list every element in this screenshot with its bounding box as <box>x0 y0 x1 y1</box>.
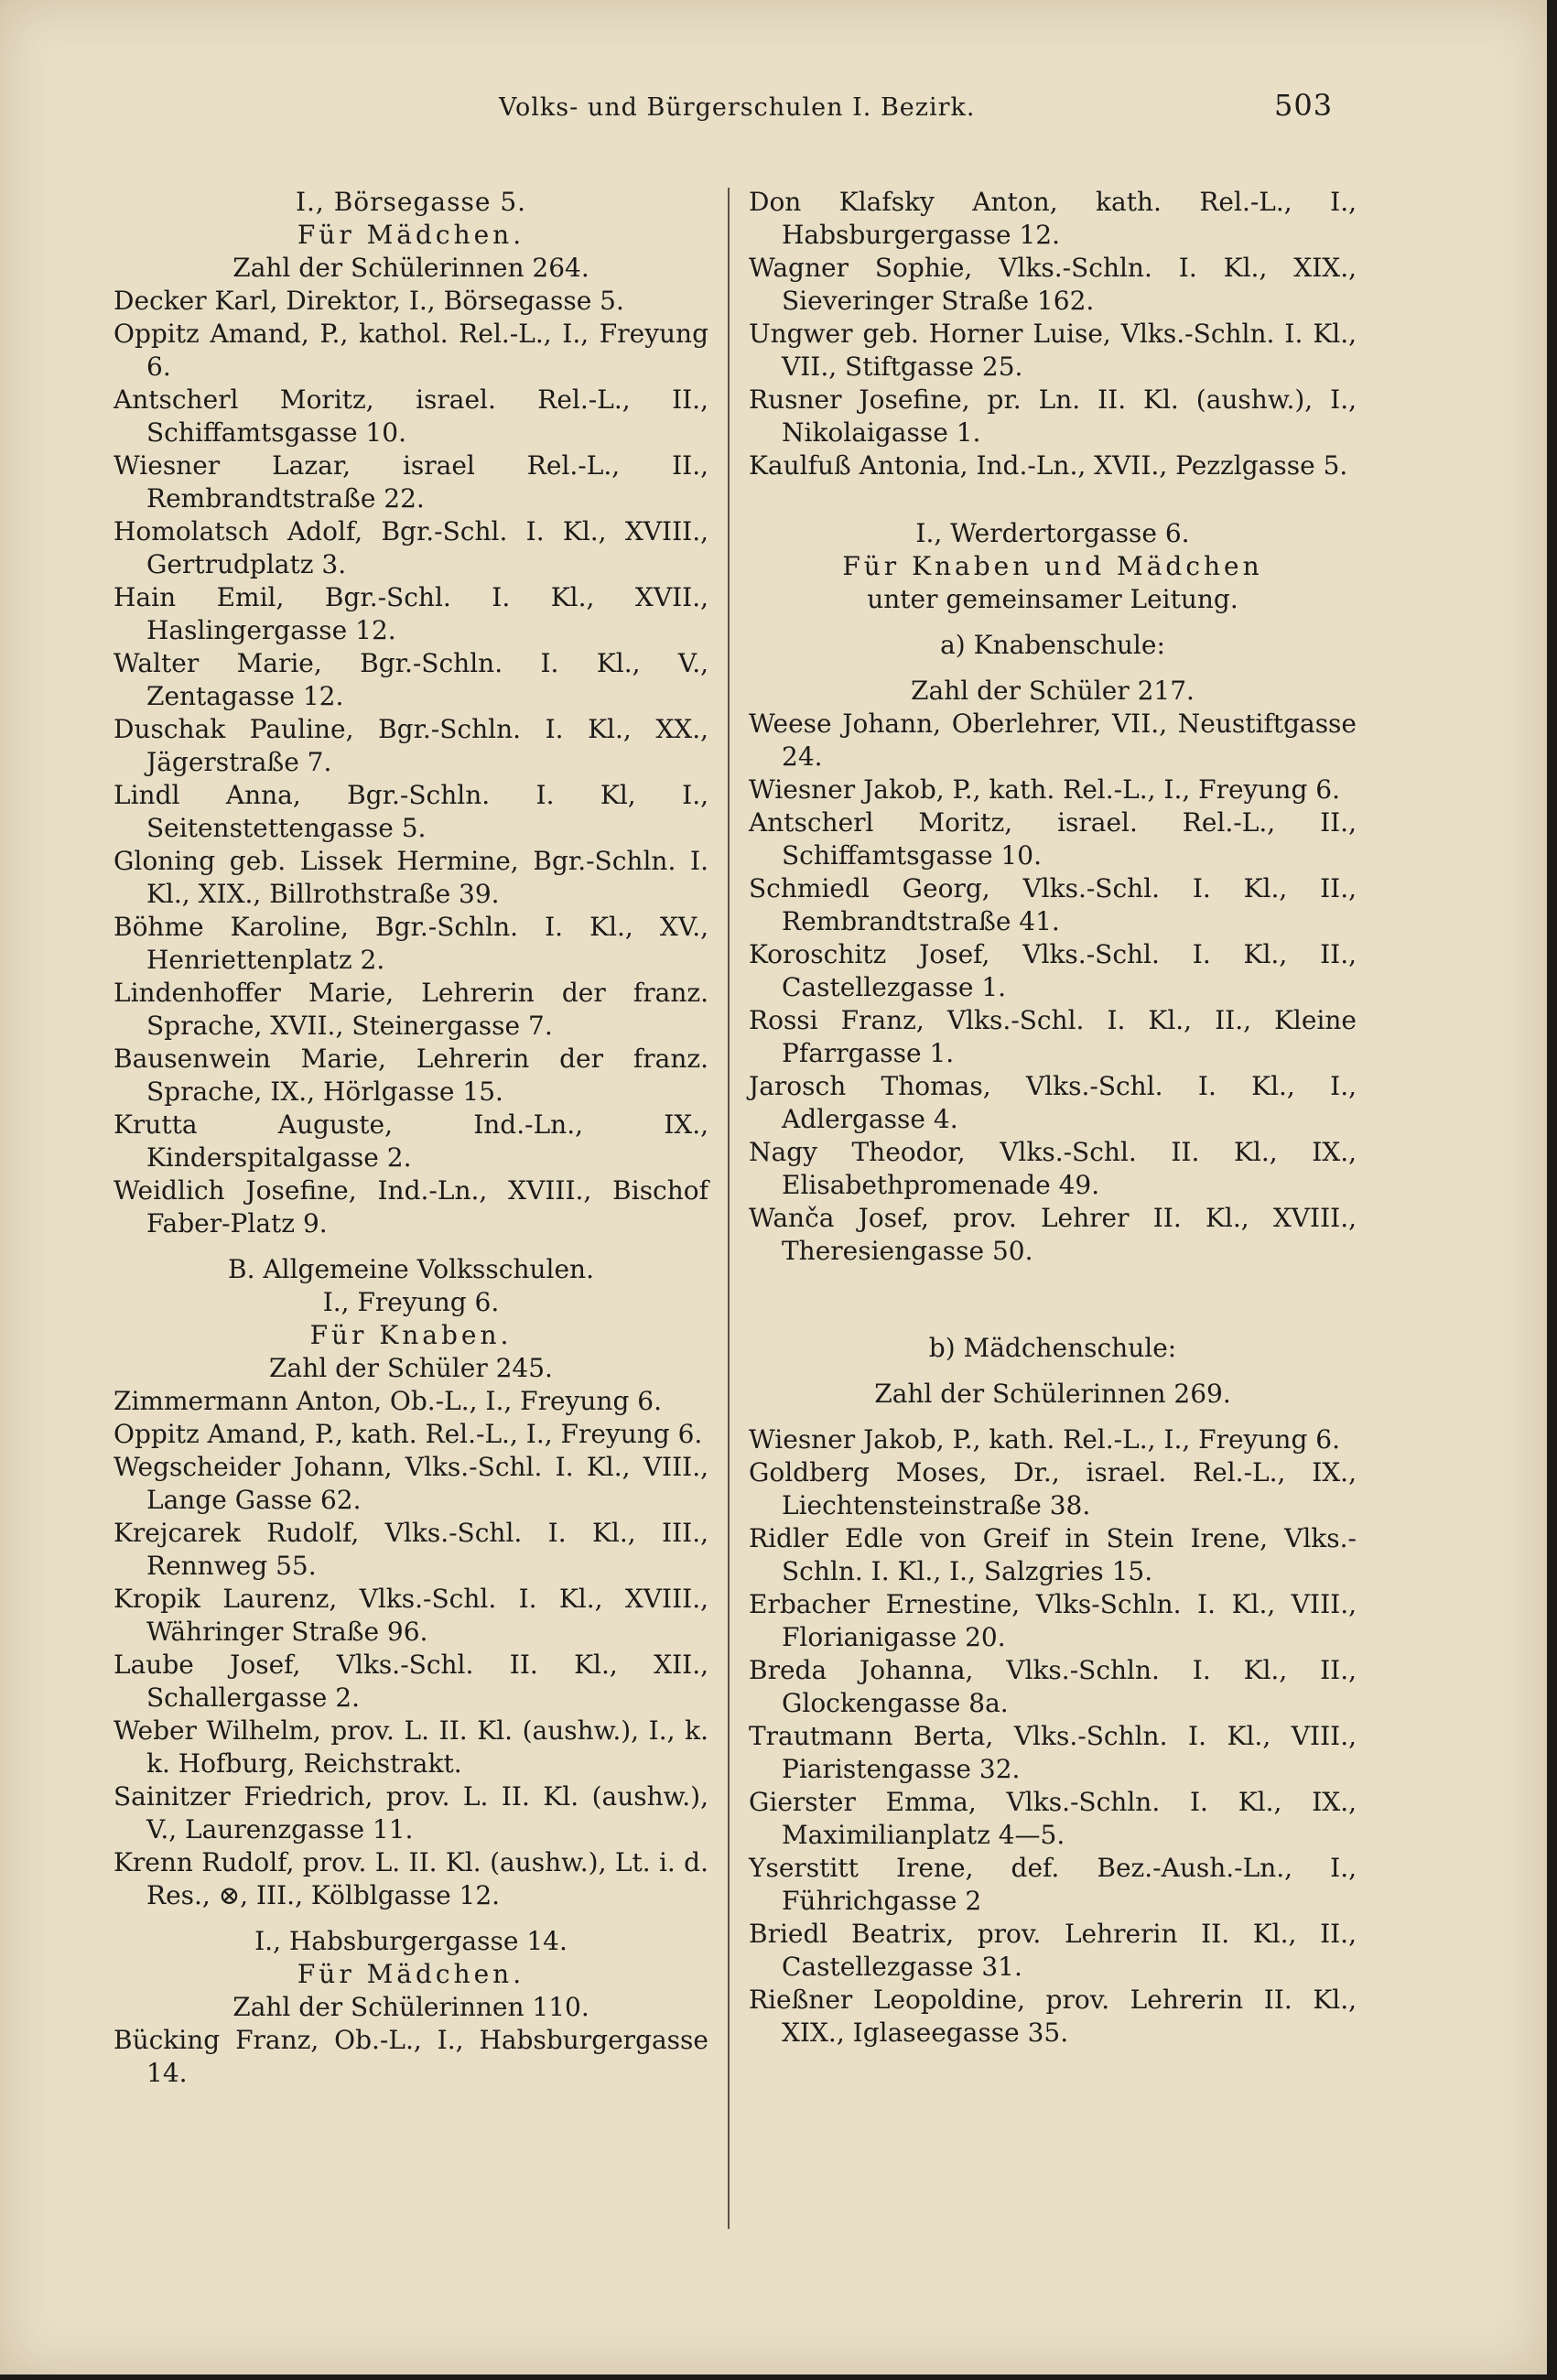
section-heading: B. Allgemeine Volksschulen. <box>228 1254 594 1284</box>
staff-entry: Weese Johann, Oberlehrer, VII., Neustiftgasse 24. <box>749 709 1357 772</box>
school-target: Für Mädchen. <box>297 220 525 250</box>
staff-entry: Hain Emil, Bgr.-Schl. I. Kl., XVII., Haslingergasse 12. <box>114 582 708 645</box>
staff-entry: Böhme Karoline, Bgr.-Schln. I. Kl., XV., Henriettenplatz 2. <box>114 912 708 975</box>
staff-entry: Wiesner Lazar, israel Rel.-L., II., Rembrandtstraße 22. <box>114 450 708 514</box>
pupil-count: Zahl der Schüler 217. <box>911 676 1195 706</box>
school-address: I., Börsegasse 5. <box>295 187 527 217</box>
staff-entry: Antscherl Moritz, israel. Rel.-L., II., Schiffamtsgasse 10. <box>749 807 1357 871</box>
staff-entry: Weber Wilhelm, prov. L. II. Kl. (aushw.), I., k. k. Hofburg, Reichstrakt. <box>114 1715 708 1779</box>
school-address: I., Freyung 6. <box>322 1287 500 1317</box>
staff-entry: Nagy Theodor, Vlks.-Schl. II. Kl., IX., Elisabethpromenade 49. <box>749 1137 1357 1200</box>
staff-entry: Weidlich Josefine, Ind.-Ln., XVIII., Bischof Faber-Platz 9. <box>114 1175 708 1239</box>
staff-entry: Gloning geb. Lissek Hermine, Bgr.-Schln. I. Kl., XIX., Billrothstraße 39. <box>114 846 708 909</box>
school-note: unter gemeinsamer Leitung. <box>867 584 1238 614</box>
staff-entry: Homolatsch Adolf, Bgr.-Schl. I. Kl., XVIII., Gertrudplatz 3. <box>114 516 708 579</box>
school-address: I., Habsburgergasse 14. <box>254 1926 568 1956</box>
staff-entry: Ridler Edle von Greif in Stein Irene, Vlks.-Schln. I. Kl., I., Salzgries 15. <box>749 1523 1357 1586</box>
staff-entry: Kropik Laurenz, Vlks.-Schl. I. Kl., XVIII., Währinger Straße 96. <box>114 1584 708 1647</box>
staff-entry: Wiesner Jakob, P., kath. Rel.-L., I., Freyung 6. <box>749 774 1340 805</box>
running-header <box>0 88 1547 134</box>
staff-entry: Wegscheider Johann, Vlks.-Schl. I. Kl., VIII., Lange Gasse 62. <box>114 1452 708 1515</box>
staff-entry: Rusner Josefine, pr. Ln. II. Kl. (aushw.), I., Nikolaigasse 1. <box>749 384 1357 448</box>
staff-entry: Don Klafsky Anton, kath. Rel.-L., I., Habsburgergasse 12. <box>749 187 1357 250</box>
subsection-label: a) Knabenschule: <box>940 630 1165 660</box>
staff-entry: Yserstitt Irene, def. Bez.-Aush.-Ln., I., Führichgasse 2 <box>749 1853 1357 1916</box>
staff-entry: Wanča Josef, prov. Lehrer II. Kl., XVIII., Theresiengasse 50. <box>749 1203 1357 1266</box>
staff-entry: Duschak Pauline, Bgr.-Schln. I. Kl., XX., Jägerstraße 7. <box>114 714 708 777</box>
staff-entry: Bausenwein Marie, Lehrerin der franz. Sprache, IX., Hörlgasse 15. <box>114 1044 708 1107</box>
school-target: Für Knaben und Mädchen <box>842 551 1263 581</box>
staff-entry: Decker Karl, Direktor, I., Börsegasse 5. <box>114 286 624 316</box>
staff-entry: Gierster Emma, Vlks.-Schln. I. Kl., IX., Maximilianplatz 4—5. <box>749 1787 1357 1850</box>
staff-entry: Rossi Franz, Vlks.-Schl. I. Kl., II., Kleine Pfarrgasse 1. <box>749 1005 1357 1068</box>
staff-entry: Zimmermann Anton, Ob.-L., I., Freyung 6. <box>114 1386 662 1416</box>
staff-entry: Rießner Leopoldine, prov. Lehrerin II. Kl., XIX., Iglaseegasse 35. <box>749 1985 1357 2048</box>
staff-entry: Krenn Rudolf, prov. L. II. Kl. (aushw.), Lt. i. d. Res., ⊗, III., Kölblgasse 12. <box>114 1847 708 1910</box>
staff-entry: Trautmann Berta, Vlks.-Schln. I. Kl., VIII., Piaristengasse 32. <box>749 1721 1357 1784</box>
staff-entry: Schmiedl Georg, Vlks.-Schl. I. Kl., II., Rembrandtstraße 41. <box>749 873 1357 936</box>
staff-entry: Sainitzer Friedrich, prov. L. II. Kl. (aushw.), V., Laurenzgasse 11. <box>114 1781 708 1844</box>
pupil-count: Zahl der Schülerinnen 269. <box>874 1379 1231 1409</box>
column-divider <box>728 188 730 2229</box>
pupil-count: Zahl der Schülerinnen 264. <box>232 253 589 283</box>
header-title: Volks- und Bürgerschulen I. Bezirk. <box>499 93 976 122</box>
staff-entry: Koroschitz Josef, Vlks.-Schl. I. Kl., II., Castellezgasse 1. <box>749 939 1357 1002</box>
staff-entry: Lindenhoffer Marie, Lehrerin der franz. Sprache, XVII., Steinergasse 7. <box>114 978 708 1041</box>
subsection-label: b) Mädchenschule: <box>928 1333 1177 1363</box>
pupil-count: Zahl der Schülerinnen 110. <box>232 1992 589 2022</box>
staff-entry: Krutta Auguste, Ind.-Ln., IX., Kinderspitalgasse 2. <box>114 1109 708 1173</box>
staff-entry: Erbacher Ernestine, Vlks-Schln. I. Kl., VIII., Florianigasse 20. <box>749 1589 1357 1652</box>
staff-entry: Laube Josef, Vlks.-Schl. II. Kl., XII., Schallergasse 2. <box>114 1650 708 1713</box>
school-target: Für Mädchen. <box>297 1959 525 1989</box>
left-column <box>114 186 708 2338</box>
staff-entry: Bücking Franz, Ob.-L., I., Habsburgergasse 14. <box>114 2025 708 2088</box>
staff-entry: Wiesner Jakob, P., kath. Rel.-L., I., Freyung 6. <box>749 1424 1340 1455</box>
school-address: I., Werdertorgasse 6. <box>915 518 1190 548</box>
staff-entry: Briedl Beatrix, prov. Lehrerin II. Kl., II., Castellezgasse 31. <box>749 1919 1357 1982</box>
staff-entry: Ungwer geb. Horner Luise, Vlks.-Schln. I. Kl., VII., Stiftgasse 25. <box>749 319 1357 382</box>
staff-entry: Oppitz Amand, P., kath. Rel.-L., I., Freyung 6. <box>114 1419 703 1449</box>
staff-entry: Wagner Sophie, Vlks.-Schln. I. Kl., XIX., Sieveringer Straße 162. <box>749 253 1357 316</box>
staff-entry: Oppitz Amand, P., kathol. Rel.-L., I., Freyung 6. <box>114 319 708 382</box>
staff-entry: Lindl Anna, Bgr.-Schln. I. Kl, I., Seitenstettengasse 5. <box>114 780 708 843</box>
staff-entry: Breda Johanna, Vlks.-Schln. I. Kl., II., Glockengasse 8a. <box>749 1655 1357 1718</box>
staff-entry: Walter Marie, Bgr.-Schln. I. Kl., V., Zentagasse 12. <box>114 648 708 711</box>
pupil-count: Zahl der Schüler 245. <box>269 1353 553 1383</box>
school-target: Für Knaben. <box>309 1320 513 1350</box>
staff-entry: Goldberg Moses, Dr., israel. Rel.-L., IX., Liechtensteinstraße 38. <box>749 1457 1357 1520</box>
staff-entry: Jarosch Thomas, Vlks.-Schl. I. Kl., I., Adlergasse 4. <box>749 1071 1357 1134</box>
staff-entry: Kaulfuß Antonia, Ind.-Ln., XVII., Pezzlgasse 5. <box>749 450 1348 481</box>
right-column <box>749 186 1357 2338</box>
staff-entry: Krejcarek Rudolf, Vlks.-Schl. I. Kl., III., Rennweg 55. <box>114 1518 708 1581</box>
page-number: 503 <box>1274 88 1334 123</box>
staff-entry: Antscherl Moritz, israel. Rel.-L., II., Schiffamtsgasse 10. <box>114 384 708 448</box>
